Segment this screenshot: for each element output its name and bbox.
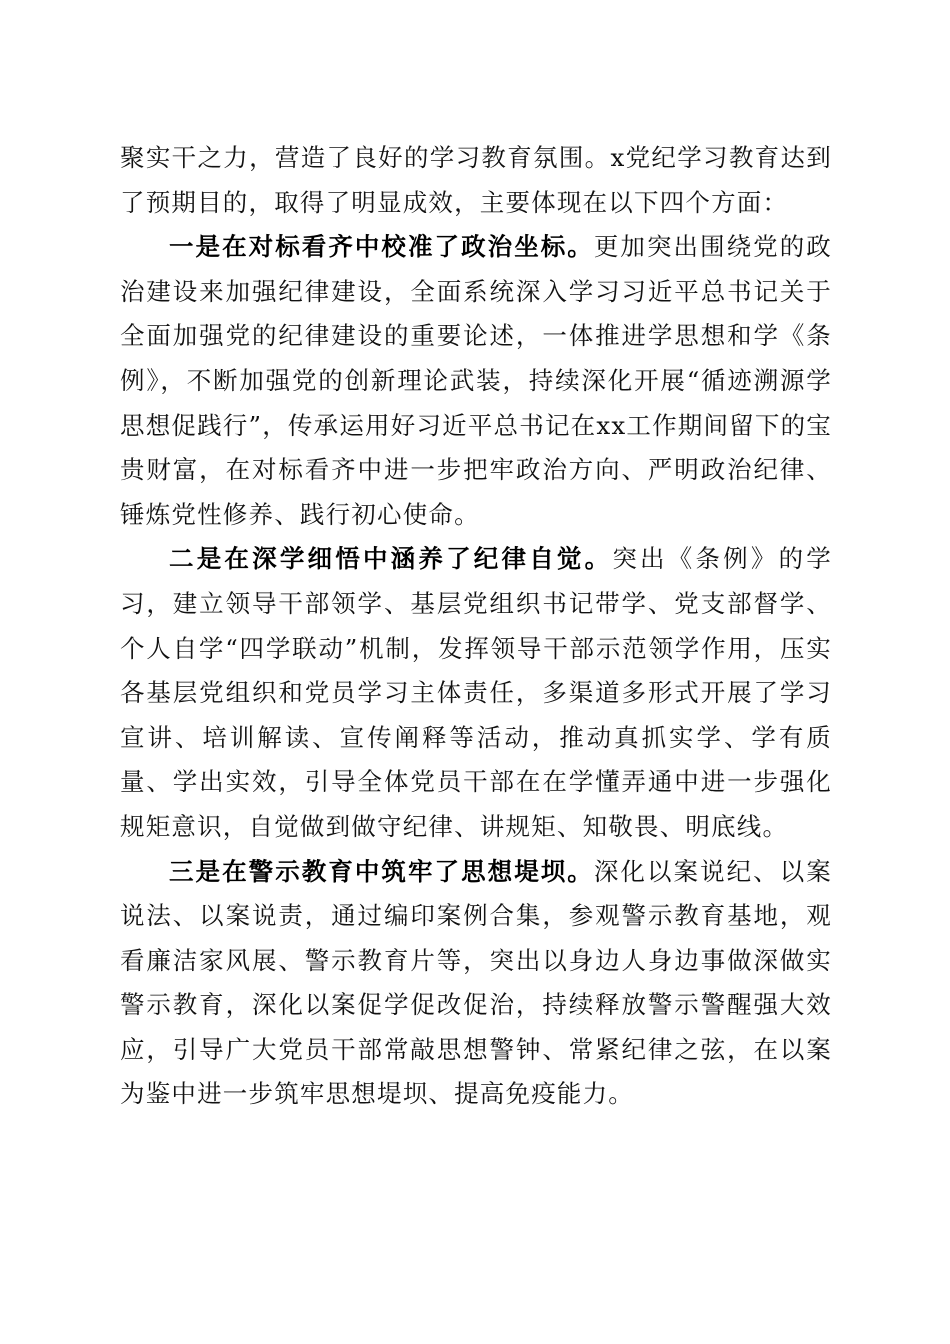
- paragraph-point-three: [120, 850, 832, 1118]
- paragraph-text: 深化以案说纪、以案说法、以案说责，通过编印案例合集，参观警示教育基地，观看廉洁家风展、警示教育片等，突出以身边人身边事做深做实警示教育，深化以案促学促改促治，持续释放警示警醒强大效应，引导广大党员干部常敲思想警钟、常紧纪律之弦，在以案为鉴中进一步筑牢思想堤坝、提高免疫能力。: [120, 856, 832, 1109]
- paragraph-lead: 一是在对标看齐中校准了政治坐标。: [169, 232, 594, 262]
- paragraph-text: 更加突出围绕党的政治建设来加强纪律建设，全面系统深入学习习近平总书记关于全面加强党的纪律建设的重要论述，一体推进学思想和学《条例》，不断加强党的创新理论武装，持续深化开展“循迹溯源学思想促践行”，传承运用好习近平总书记在xx工作期间留下的宝贵财富，在对标看齐中进一步把牢政治方向、严明政治纪律、锤炼党性修养、践行初心使命。: [120, 232, 832, 529]
- paragraph-point-two: [120, 537, 832, 849]
- paragraph-point-one: [120, 225, 832, 537]
- paragraph-intro: [120, 136, 832, 225]
- paragraph-lead: 三是在警示教育中筑牢了思想堤坝。: [169, 856, 594, 886]
- paragraph-text: 突出《条例》的学习，建立领导干部领学、基层党组织书记带学、党支部督学、个人自学“四学联动”机制，发挥领导干部示范领学作用，压实各基层党组织和党员学习主体责任，多渠道多形式开展了学习宣讲、培训解读、宣传阐释等活动，推动真抓实学、学有质量、学出实效，引导全体党员干部在在学懂弄通中进一步强化规矩意识，自觉做到做守纪律、讲规矩、知敬畏、明底线。: [120, 544, 832, 841]
- paragraph-text: 聚实干之力，营造了良好的学习教育氛围。x党纪学习教育达到了预期目的，取得了明显成效，主要体现在以下四个方面：: [120, 143, 832, 217]
- document-body: [120, 136, 832, 1117]
- paragraph-lead: 二是在深学细悟中涵养了纪律自觉。: [169, 544, 613, 574]
